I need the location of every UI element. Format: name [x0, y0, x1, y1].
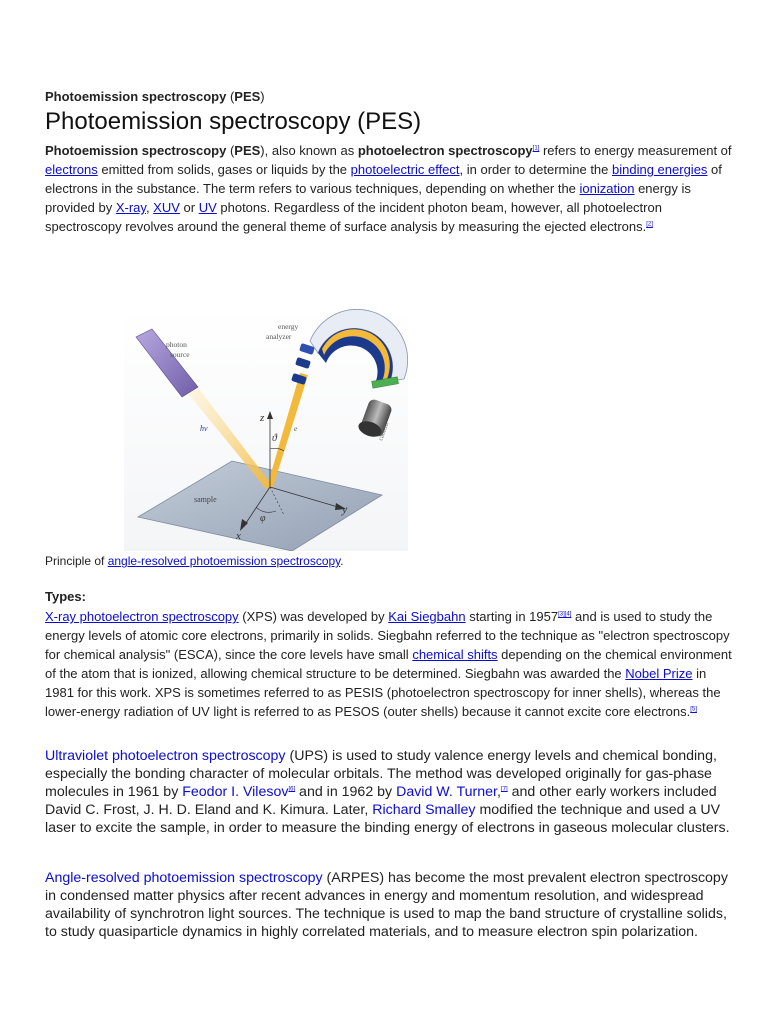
- text: photons. Regardless of the incident photon beam, however, all photoelectron spectroscopy revolves around the general theme of surface analysis by measuring the ejected electrons.: [45, 200, 662, 234]
- text: and is used to study the energy levels of atomic core electrons, primarily in solids. Siegbahn referred to the technique as "electron spectroscopy for chemical analysis" (ESCA), since the core levels have small: [45, 609, 730, 662]
- richard-smalley-link[interactable]: Richard Smalley: [372, 802, 476, 818]
- kai-siegbahn-link[interactable]: Kai Siegbahn: [388, 609, 466, 624]
- photoelectric-effect-link[interactable]: photoelectric effect: [350, 162, 460, 177]
- text: in 1981 for this work. XPS is sometimes referred to as PESIS (photoelectron spectroscopy for inner shells), whereas the lower-energy radiation of UV light is referred to as PESOS (outer shells) because it cannot excite core electrons.: [45, 666, 721, 719]
- text: (ARPES) has become the most prevalent electron spectroscopy in condensed matter physics after recent advances in energy and momentum resolution, and widespread availability of synchrotron light sources. The technique is used to map the band structure of crystalline solids, to study quasiparticle dynamics in highly correlated materials, and to measure electron spin polarization.: [45, 870, 728, 940]
- text: starting in 1957: [465, 609, 559, 624]
- nobel-prize-link[interactable]: Nobel Prize: [625, 666, 693, 681]
- citation-5-link[interactable]: [5]: [690, 706, 697, 713]
- small-title-bold: Photoemission spectroscopy: [45, 89, 227, 104]
- photon-source-label-2: source: [170, 350, 190, 359]
- xuv-link[interactable]: XUV: [153, 200, 180, 215]
- sample-label: sample: [194, 495, 217, 504]
- text: ,: [145, 200, 154, 215]
- xps-paragraph: [45, 607, 735, 721]
- e-label: e: [294, 425, 298, 433]
- arpes-paragraph: [45, 869, 735, 941]
- ionization-link[interactable]: ionization: [579, 181, 635, 196]
- text: and other early workers included David C. Frost, J. H. D. Eland and K. Kimura. Later,: [45, 784, 717, 818]
- binding-energies-link[interactable]: binding energies: [612, 162, 708, 177]
- intro-abbr: PES: [234, 143, 261, 158]
- page-title: [45, 107, 421, 137]
- text: (UPS) is used to study valence energy levels and chemical bonding, especially the bonding character of molecular orbitals. The method was developed originally for gas-phase molecules in 1961 by: [45, 748, 717, 800]
- text: or: [179, 200, 199, 215]
- intro-alt-term: photoelectron spectroscopy: [357, 143, 533, 158]
- citation-1-link[interactable]: [1]: [532, 145, 540, 152]
- chemical-shifts-link[interactable]: chemical shifts: [412, 647, 498, 662]
- camera-label: camera: [377, 421, 391, 442]
- x-label: x: [236, 530, 241, 542]
- arpes-diagram: [124, 309, 408, 551]
- citation-6-link[interactable]: [6]: [288, 786, 296, 793]
- arpes-diagram-figure: [124, 309, 408, 551]
- text: , in order to determine the: [459, 162, 613, 177]
- text: ,: [497, 784, 501, 800]
- text: (XPS) was developed by: [238, 609, 389, 624]
- phi-label: φ: [260, 513, 266, 524]
- text: depending on the chemical environment of the atom that is ionized, allowing chemical structure to be determined. Siegbahn was awarded the: [45, 647, 732, 681]
- text: modified the technique and used a UV laser to excite the sample, in order to measure the binding energy of electrons in gaseous molecular clusters.: [45, 802, 730, 836]
- page-heading-small: [45, 89, 265, 105]
- z-label: z: [260, 412, 265, 424]
- intro-term: Photoemission spectroscopy: [45, 143, 227, 158]
- small-title-abbr: PES: [234, 89, 261, 104]
- text: Principle of: [45, 554, 108, 568]
- xps-link[interactable]: X-ray photoelectron spectroscopy: [45, 609, 239, 624]
- text: energy is provided by: [45, 181, 691, 215]
- electrons-link[interactable]: electrons: [45, 162, 98, 177]
- citation-7-link[interactable]: [7]: [500, 786, 508, 793]
- uv-link[interactable]: UV: [198, 200, 217, 215]
- types-heading: Types:: [45, 589, 86, 604]
- text: ), also known as: [260, 143, 358, 158]
- citation-3-4-link[interactable]: [3][4]: [558, 611, 572, 618]
- small-title-open: (: [226, 89, 235, 104]
- small-title-close: ): [260, 89, 265, 104]
- energy-analyzer-label-1: energy: [278, 322, 299, 331]
- text: (: [226, 143, 235, 158]
- text: refers to energy measurement of: [539, 143, 732, 158]
- figure-caption: [45, 553, 344, 570]
- arpes-link[interactable]: Angle-resolved photoemission spectroscopy: [45, 870, 323, 886]
- text: emitted from solids, gases or liquids by the: [97, 162, 351, 177]
- intro-paragraph: [45, 141, 735, 236]
- big-title-main: Photoemission spectroscopy: [45, 108, 351, 135]
- feodor-vilesov-link[interactable]: Feodor I. Vilesov: [182, 784, 289, 800]
- text: .: [340, 554, 344, 568]
- david-turner-link[interactable]: David W. Turner: [396, 784, 498, 800]
- theta-label: ϑ: [272, 433, 277, 444]
- ups-link[interactable]: Ultraviolet photoelectron spectroscopy: [45, 748, 286, 764]
- arpes-caption-link[interactable]: angle-resolved photoemission spectroscopy: [107, 554, 341, 568]
- text: and in 1962 by: [295, 784, 397, 800]
- hv-label: hν: [200, 424, 208, 433]
- y-label: y: [342, 502, 348, 516]
- big-title-abbr: (PES): [350, 108, 422, 135]
- citation-2-link[interactable]: [2]: [646, 221, 653, 228]
- photon-source-label-1: photon: [166, 340, 187, 349]
- energy-analyzer-label-2: analyzer: [266, 332, 292, 341]
- ups-paragraph: [45, 747, 735, 837]
- text: of electrons in the substance. The term refers to various techniques, depending on whether the: [45, 162, 722, 196]
- x-ray-link[interactable]: X-ray: [115, 200, 146, 215]
